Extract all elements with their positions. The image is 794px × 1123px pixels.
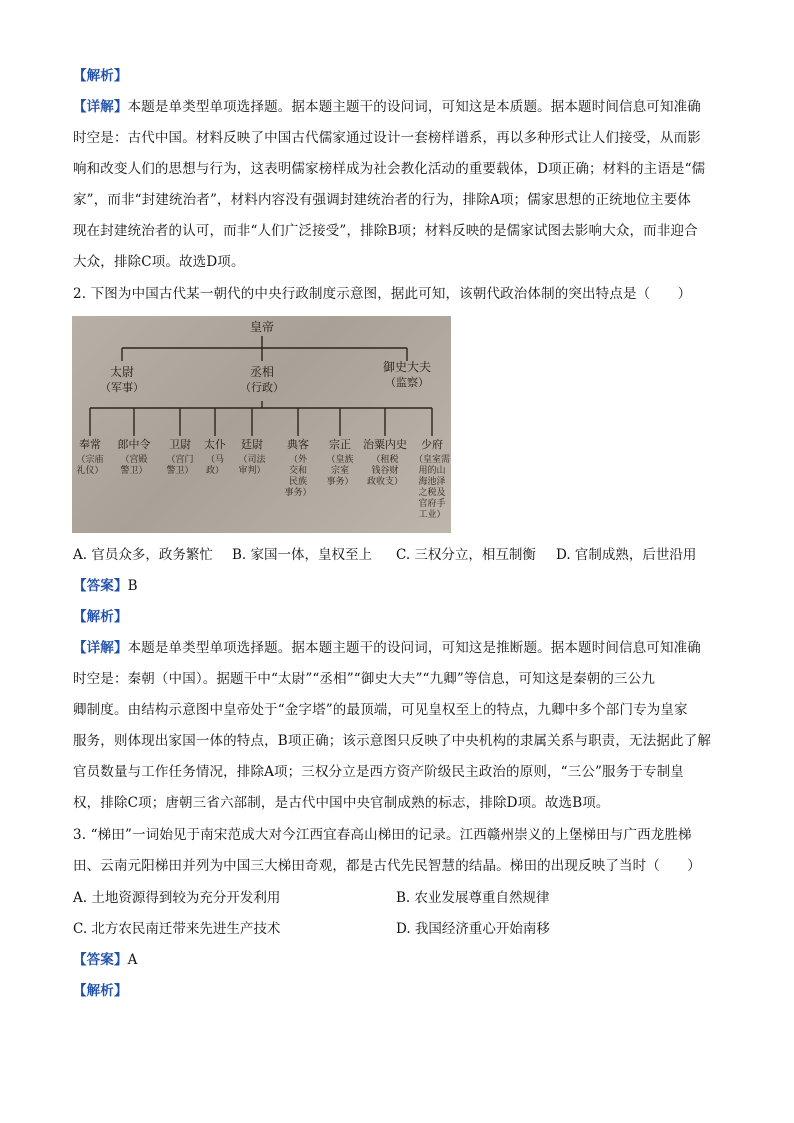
minister-duty: （租税 — [371, 455, 399, 465]
diagram-taiwei-note: （军事） — [100, 381, 144, 394]
minister-duty: 政收支） — [366, 477, 404, 487]
diagram-chancellor-note: （行政） — [240, 381, 284, 394]
q2-detail-line: 卿制度。由结构示意图中皇帝处于“金字塔”的最顶端，可见皇权至上的特点，九卿中多个部门专为皇家 — [73, 702, 688, 718]
q1-detail-line: 大众，排除C项。故选D项。 — [73, 254, 245, 270]
minister-duty: 交和 — [288, 466, 308, 476]
minister-duty: （外 — [288, 455, 308, 465]
minister-name: 太仆 — [204, 438, 226, 451]
q1-detail-line: 时空是：古代中国。材料反映了中国古代儒家通过设计一套榜样谱系，再以多种形式让人们接受，从而影 — [73, 130, 701, 146]
q2-analysis-label: 【解析】 — [73, 609, 128, 625]
q3-stem-line: 3. “梯田”一词始见于南宋范成大对今江西宜春高山梯田的记录。江西赣州崇义的上堡梯田与广西龙胜梯 — [73, 827, 692, 843]
q2-answer: 【答案】B — [73, 578, 138, 594]
q2-detail-line: 【详解】本题是单类型单项选择题。据本题主题干的设问词，可知这是推断题。据本题时间信息可知准确 — [73, 640, 701, 656]
minister-name: 宗正 — [329, 438, 351, 451]
minister-7 — [326, 437, 353, 487]
diagram-taiwei: 太尉 — [109, 365, 135, 379]
minister-duty: 事务） — [284, 488, 312, 498]
minister-duty: 政） — [205, 466, 225, 476]
q3-option-c: C. 北方农民南迁带来先进生产技术 — [73, 921, 281, 937]
q2-detail-label: 【详解】 — [73, 640, 128, 656]
q2-option-b: B. 家国一体，皇权至上 — [232, 547, 373, 563]
q3-stem-line: 田、云南元阳梯田并列为中国三大梯田奇观，都是古代先民智慧的结晶。梯田的出现反映了当时（ ） — [73, 858, 701, 874]
q1-detail-line: 响和改变人们的思想与行为，这表明儒家榜样成为社会教化活动的重要载体，D项正确；材料的主语是“儒 — [73, 161, 706, 177]
q2-stem: 2. 下图为中国古代某一朝代的中央行政制度示意图，据此可知，该朝代政治体制的突出特点是（ ） — [73, 286, 692, 302]
q3-analysis-label: 【解析】 — [73, 983, 128, 999]
minister-name: 奉常 — [79, 438, 101, 451]
minister-duty: （宫门 — [166, 455, 194, 465]
minister-duty: （皇室需 — [413, 455, 451, 465]
q1-detail-label: 【详解】 — [73, 99, 128, 115]
minister-name: 治粟内史 — [363, 438, 407, 451]
q1-analysis-label: 【解析】 — [73, 68, 128, 84]
minister-duty: 用的山 — [418, 466, 446, 476]
minister-duty: 宗室 — [330, 466, 350, 476]
q3-option-b: B. 农业发展尊重自然规律 — [396, 890, 550, 906]
q2-detail-line: 时空是：秦朝（中国）。据题干中“太尉”“丞相”“御史大夫”“九卿”等信息，可知这是秦朝的三公九 — [73, 671, 656, 687]
minister-duty: 警卫） — [120, 466, 148, 476]
minister-duty: 官府手 — [418, 499, 446, 509]
minister-1 — [76, 437, 103, 476]
q2-detail-line: 权，排除C项；唐朝三省六部制，是古代中国中央官制成熟的标志，排除D项。故选B项。 — [73, 795, 610, 811]
diagram-chancellor: 丞相 — [249, 365, 275, 379]
minister-duty: （司法 — [238, 455, 266, 465]
minister-duty: 海池泽 — [418, 477, 446, 487]
q2-option-d: D. 官制成熟，后世沿用 — [556, 547, 697, 563]
minister-duty: 工业） — [418, 510, 446, 520]
minister-duty: 礼仪） — [76, 466, 104, 476]
minister-2 — [118, 437, 151, 476]
diagram-censor: 御史大夫 — [382, 360, 432, 374]
diagram-censor-note: （监察） — [385, 376, 429, 389]
minister-8 — [363, 437, 407, 487]
minister-duty: 审判） — [238, 466, 266, 476]
minister-duty: （皇族 — [326, 455, 354, 465]
q3-answer: 【答案】A — [73, 952, 138, 968]
minister-duty: 民族 — [288, 477, 308, 487]
minister-name: 廷尉 — [241, 438, 263, 451]
minister-5 — [238, 437, 266, 476]
minister-duty: 钱谷财 — [371, 466, 399, 476]
minister-name: 卫尉 — [169, 438, 191, 451]
minister-duty: 事务） — [326, 477, 354, 487]
minister-duty: （宗庙 — [76, 455, 104, 465]
q2-detail-line: 服务，则体现出家国一体的特点，B项正确；该示意图只反映了中央机构的隶属关系与职责，无法据此了解 — [73, 733, 711, 749]
minister-name: 郎中令 — [117, 438, 151, 451]
minister-9 — [414, 437, 450, 520]
minister-duty: 警卫） — [166, 466, 194, 476]
minister-6 — [284, 437, 311, 498]
diagram-emperor: 皇帝 — [249, 320, 275, 334]
q1-detail-line: 现在封建统治者的认可，而非“人们广泛接受”，排除B项；材料反映的是儒家试图去影响大众，而非迎合 — [73, 223, 698, 239]
minister-duty: （马 — [205, 455, 225, 465]
minister-name: 典客 — [287, 438, 309, 451]
minister-duty: 之税及 — [418, 488, 446, 498]
q1-detail-line: 【详解】本题是单类型单项选择题。据本题主题干的设问词，可知这是本质题。据本题时间信息可知准确 — [73, 99, 701, 115]
minister-duty: （宫殿 — [120, 455, 148, 465]
q2-detail-line: 官员数量与工作任务情况，排除A项；三权分立是西方资产阶级民主政治的原则，“三公”服务于专制皇 — [73, 764, 684, 780]
q3-option-a: A. 土地资源得到较为充分开发利用 — [73, 890, 281, 906]
minister-name: 少府 — [421, 438, 443, 451]
q2-option-c: C. 三权分立，相互制衡 — [396, 547, 536, 563]
q2-option-a: A. 官员众多，政务繁忙 — [73, 547, 213, 563]
q3-option-d: D. 我国经济重心开始南移 — [396, 921, 550, 937]
q1-detail-line: 家”，而非“封建统治者”，材料内容没有强调封建统治者的行为，排除A项；儒家思想的正统地位主要体 — [73, 192, 692, 208]
minister-3 — [166, 437, 193, 476]
central-administration-diagram — [72, 316, 451, 533]
minister-4 — [204, 437, 226, 476]
